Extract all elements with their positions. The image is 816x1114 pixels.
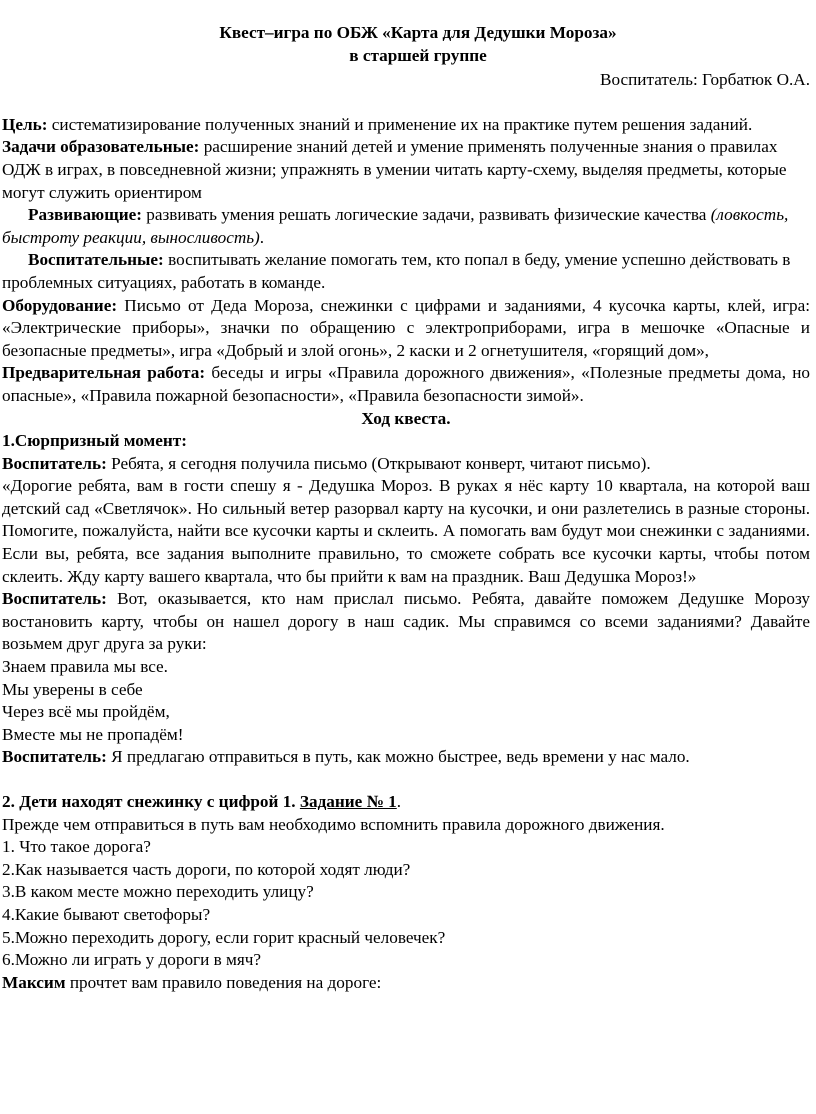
section1-paragraph3: [2, 746, 810, 769]
dev-tasks-italic: (ловкость, быстроту реакции, выносливость): [2, 205, 789, 247]
maxim-paragraph: [2, 972, 810, 995]
prep-work-text: беседы и игры «Правила дорожного движения», «Полезные предметы дома, но опасные», «Правила пожарной безопасности», «Правила безопасности зимой».: [2, 363, 810, 405]
teacher-label: Воспитатель:: [2, 453, 107, 473]
poem-line: Через всё мы пройдём,: [2, 702, 170, 722]
question-item: 1. Что такое дорога?: [2, 837, 151, 857]
dev-tasks-text: развивать умения решать логические задачи, развивать физические качества: [141, 205, 711, 225]
section1-paragraph1: [2, 453, 810, 476]
section2-heading-dot: .: [396, 792, 402, 811]
section2-heading: [2, 791, 810, 814]
prep-work-paragraph: [2, 362, 810, 407]
edu-tasks-paragraph: [2, 136, 810, 204]
dev-tasks-label: Развивающие:: [28, 205, 142, 225]
section1-text1: Ребята, я сегодня получила письмо (Открывают конверт, читают письмо).: [106, 453, 651, 473]
document-title-line2: в старшей группе: [349, 45, 487, 65]
teacher-label: Воспитатель:: [2, 589, 107, 609]
question-item: 4.Какие бывают светофоры?: [2, 904, 211, 924]
edu-tasks-text: расширение знаний детей и умение применять полученные знания о правилах ОДЖ в играх, в повседневной жизни; упражнять в умении читать карту-схему, выделяя предметы, которые могут служить ориентиром: [2, 137, 787, 202]
upbr-tasks-paragraph: [2, 249, 810, 294]
section1-paragraph2: [2, 588, 810, 656]
maxim-label: Максим: [2, 972, 66, 992]
poem-line: Вместе мы не пропадём!: [2, 724, 184, 744]
section1-heading: 1.Сюрпризный момент:: [2, 431, 187, 451]
section1-text3: Я предлагаю отправиться в путь, как можно быстрее, ведь времени у нас мало.: [106, 747, 690, 767]
poem-line: Знаем правила мы все.: [2, 657, 168, 677]
goal-label: Цель:: [2, 114, 48, 134]
section1-text2: Вот, оказывается, кто нам прислал письмо. Ребята, давайте поможем Дедушке Морозу востановить карту, чтобы он нашел дорогу в наш садик. Мы справимся со всеми заданиями? Давайте возьмем друг друга за руки:: [2, 589, 810, 654]
edu-tasks-label: Задачи образовательные:: [2, 137, 200, 157]
course-heading: Ход квеста.: [361, 408, 451, 428]
question-item: 3.В каком месте можно переходить улицу?: [2, 882, 314, 902]
upbr-tasks-label: Воспитательные:: [28, 250, 164, 270]
upbr-tasks-text: воспитывать желание помогать тем, кто попал в беду, умение успешно действовать в проблемных ситуациях, работать в команде.: [2, 250, 791, 292]
teacher-label: Воспитатель:: [2, 747, 107, 767]
goal-paragraph: [2, 114, 810, 137]
teacher-name: Воспитатель: Горбатюк О.А.: [599, 70, 810, 90]
section2-task-label: Задание № 1: [299, 792, 397, 811]
equipment-paragraph: [2, 295, 810, 363]
question-item: 2.Как называется часть дороги, по которой ходят люди?: [2, 859, 411, 879]
maxim-text: прочтет вам правило поведения на дороге:: [65, 972, 382, 992]
spacer: [2, 769, 810, 791]
question-item: 6.Можно ли играть у дороги в мяч?: [2, 950, 262, 970]
prep-work-label: Предварительная работа:: [2, 363, 206, 383]
question-item: 5.Можно переходить дорогу, если горит красный человечек?: [2, 927, 446, 947]
goal-text: систематизирование полученных знаний и применение их на практике путем решения заданий.: [47, 114, 753, 134]
spacer: [2, 92, 810, 114]
equipment-label: Оборудование:: [2, 295, 118, 315]
document-title-line1: Квест–игра по ОБЖ «Карта для Дедушки Мороза»: [219, 23, 617, 42]
letter-paragraph: «Дорогие ребята, вам в гости спешу я - Дедушка Мороз. В руках я нёс карту 10 квартала, на которой ваш детский сад «Светлячок». Но сильный ветер разорвал карту на кусочки, и они разлетелись в разные стороны. Помогите, пожалуйста, найти все кусочки карты и склеить. А помогать вам будут мои снежинки с заданиями. Если вы, ребята, все задания выполните правильно, то сможете собрать все кусочки карты, чтобы потом склеить. Жду карту вашего квартала, что бы прийти к вам на праздник. Ваш Дедушка Мороз!»: [2, 476, 810, 586]
poem-line: Мы уверены в себе: [2, 679, 143, 699]
dev-tasks-end: .: [259, 227, 265, 247]
section2-intro: Прежде чем отправиться в путь вам необходимо вспомнить правила дорожного движения.: [2, 814, 665, 834]
dev-tasks-paragraph: [2, 204, 810, 249]
equipment-text: Письмо от Деда Мороза, снежинки с цифрами и заданиями, 4 кусочка карты, клей, игра: «Электрические приборы», значки по обращению с электроприборами, игра в мешочке «Опасные и безопасные предметы», игра «Добрый и злой огонь», 2 каски и 2 огнетушителя, «горящий дом»,: [2, 295, 810, 360]
section2-heading-text: 2. Дети находят снежинку с цифрой 1.: [2, 792, 300, 811]
